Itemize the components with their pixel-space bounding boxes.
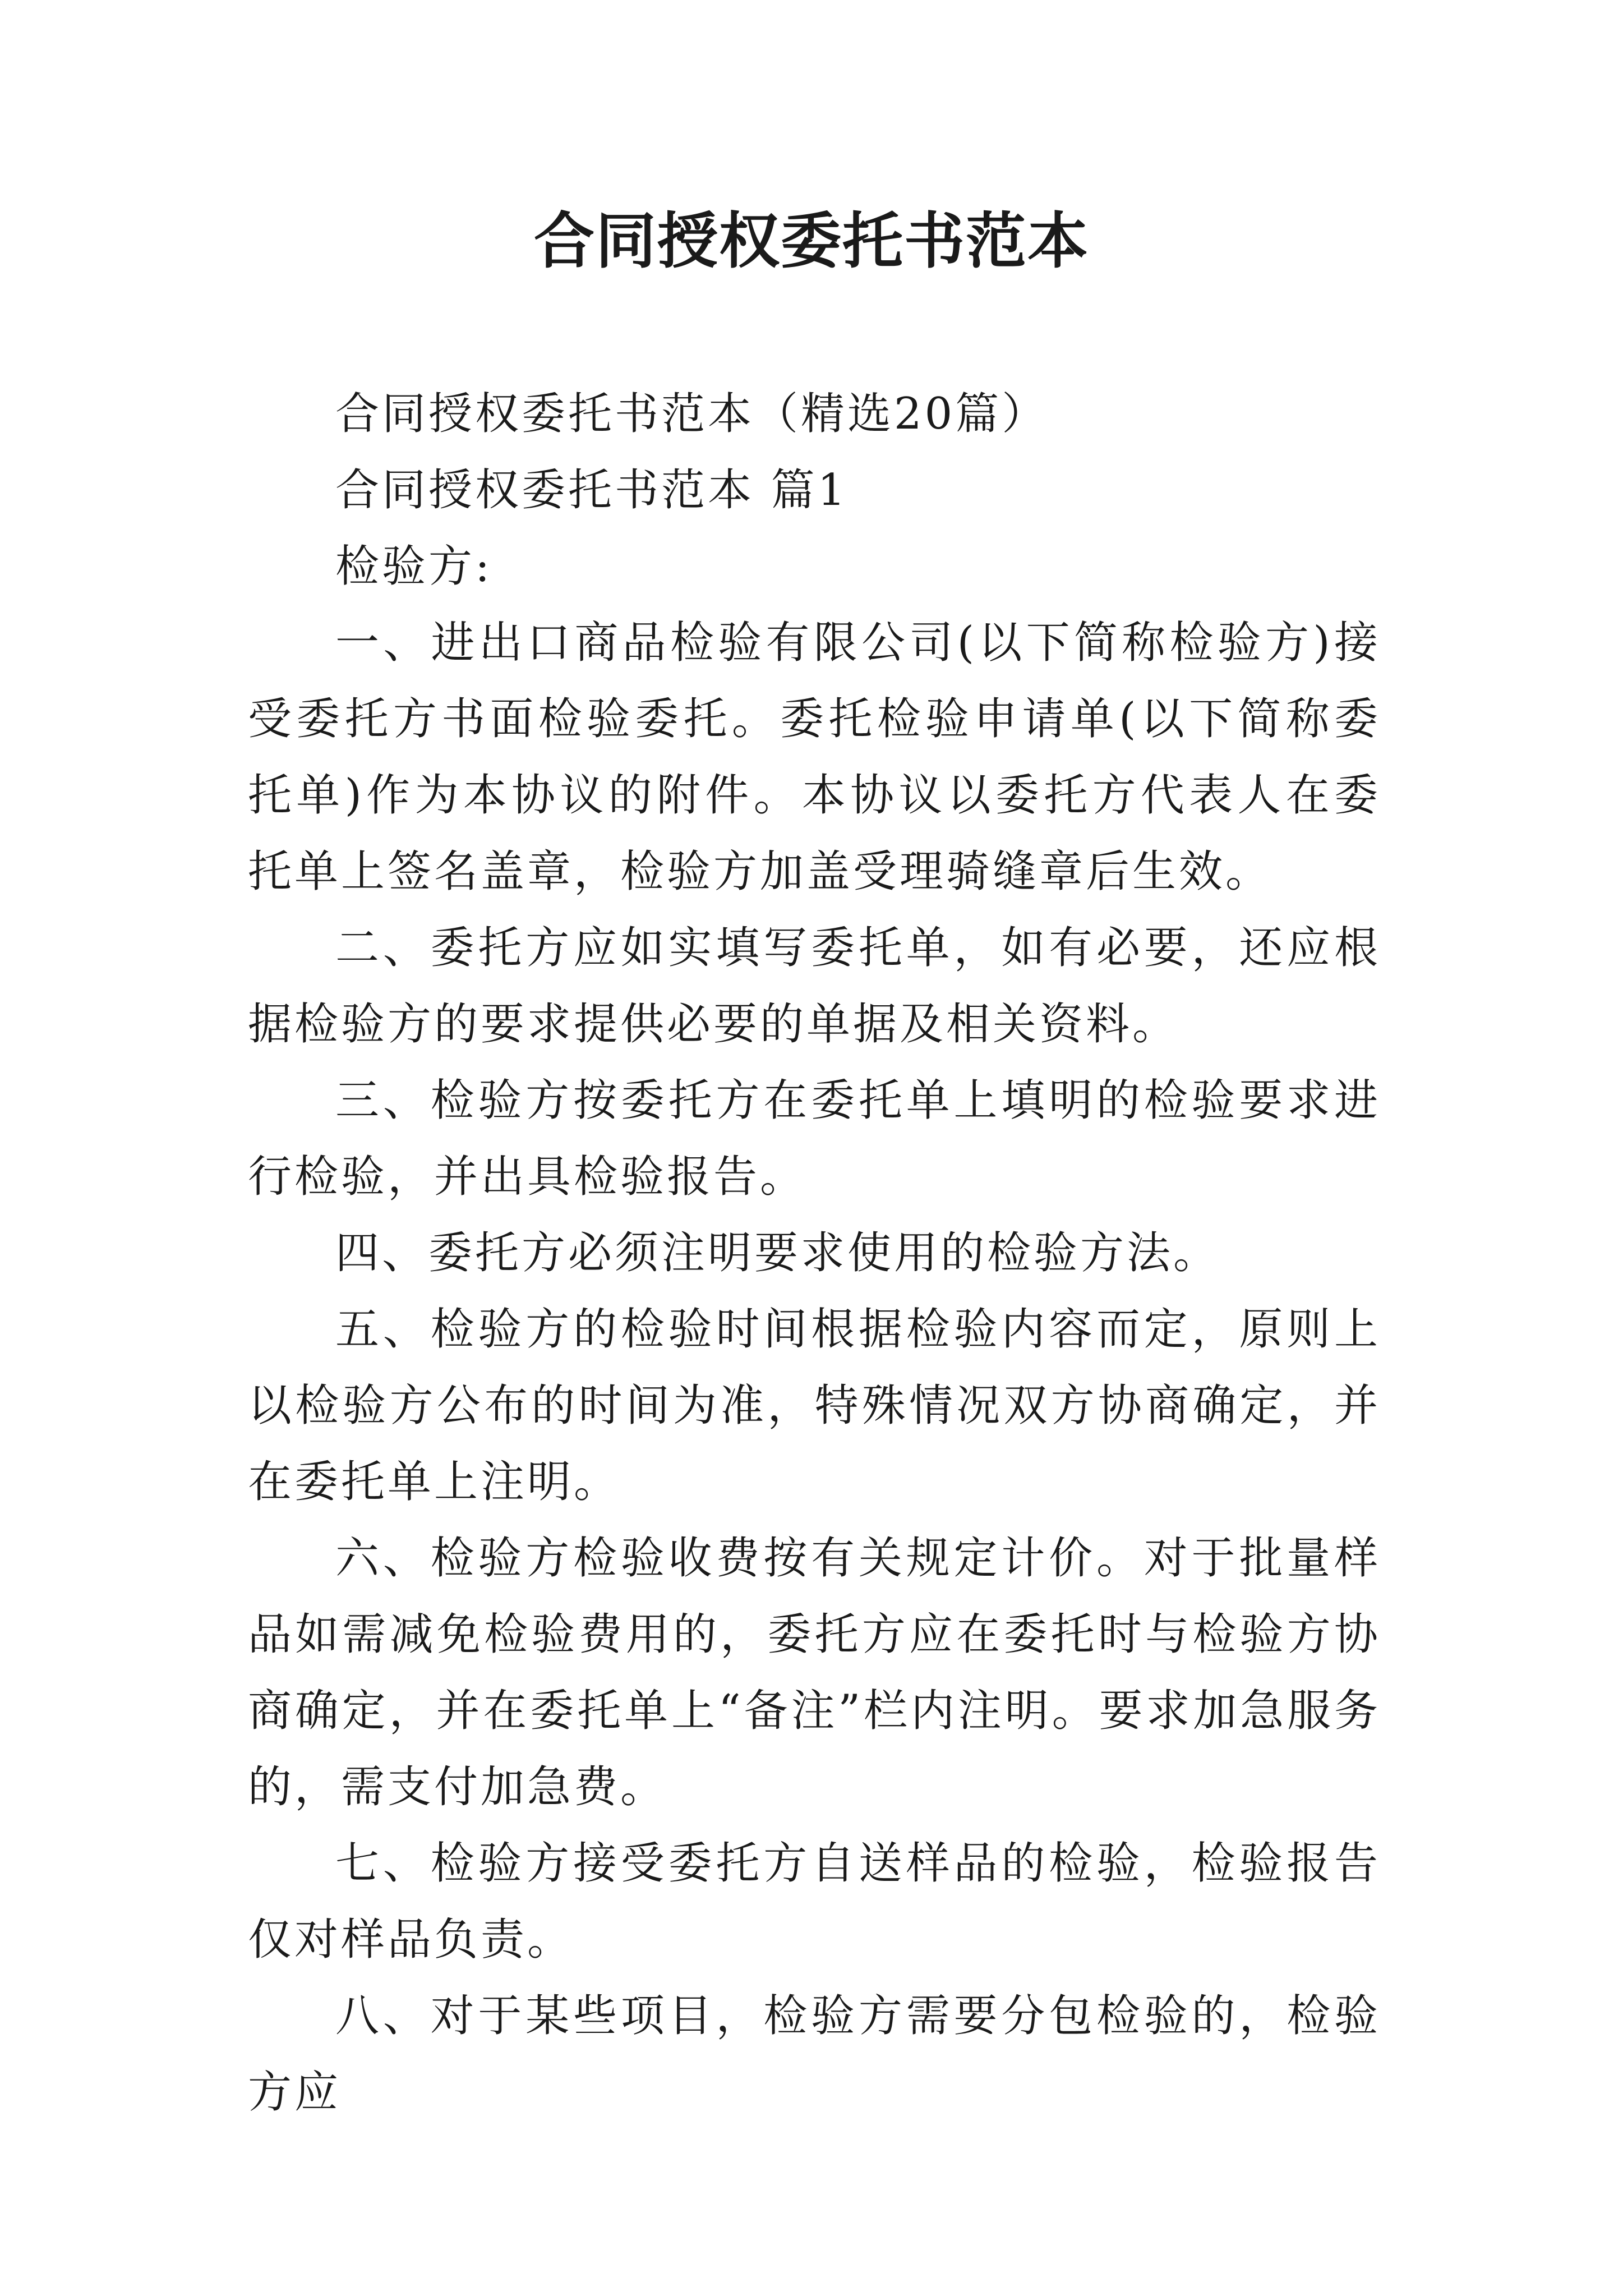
- clause-8: 八、对于某些项目，检验方需要分包检验的，检验方应: [248, 1991, 1381, 2118]
- party-label: 检验方:: [335, 541, 493, 592]
- subtitle-paragraph: 合同授权委托书范本（精选20篇）: [335, 389, 1049, 439]
- clause-6: 六、检验方检验收费按有关规定计价。对于批量样品如需减免检验费用的，委托方应在委托时与检验方协商确定，并在委托单上“备注”栏内注明。要求加急服务的，需支付加急费。: [248, 1533, 1381, 1812]
- section-heading: 合同授权委托书范本 篇1: [335, 465, 849, 516]
- document-title: 合同授权委托书范本: [533, 206, 1089, 277]
- document-body: [248, 376, 1381, 2131]
- clause-5: 五、检验方的检验时间根据检验内容而定，原则上以检验方公布的时间为准，特殊情况双方协商确定，并在委托单上注明。: [248, 1304, 1381, 1507]
- clause-7: 七、检验方接受委托方自送样品的检验，检验报告仅对样品负责。: [248, 1838, 1381, 1965]
- clause-3: 三、检验方按委托方在委托单上填明的检验要求进行检验，并出具检验报告。: [248, 1075, 1381, 1202]
- clause-2: 二、委托方应如实填写委托单，如有必要，还应根据检验方的要求提供必要的单据及相关资料。: [248, 923, 1381, 1050]
- clause-4: 四、委托方必须注明要求使用的检验方法。: [335, 1228, 1220, 1278]
- clause-1: 一、进出口商品检验有限公司(以下简称检验方)接受委托方书面检验委托。委托检验申请单(以下简称委托单)作为本协议的附件。本协议以委托方代表人在委托单上签名盖章，检验方加盖受理骑缝章后生效。: [248, 618, 1381, 897]
